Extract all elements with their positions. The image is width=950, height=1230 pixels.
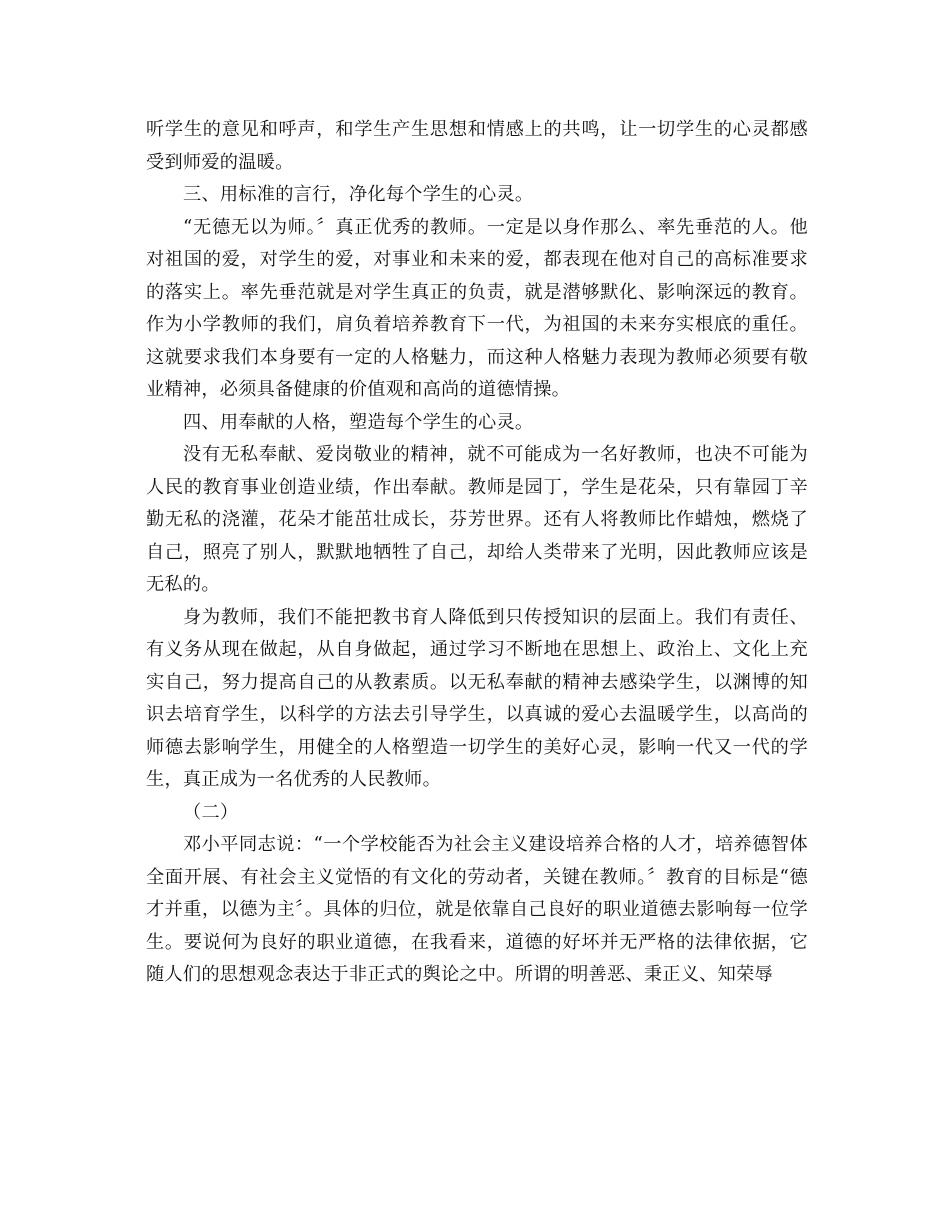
- paragraph: 邓小平同志说：“一个学校能否为社会主义建设培养合格的人才，培养德智体全面开展、有社会主义觉悟的有文化的劳动者，关键在教师。〞教育的目标是“德才并重，以德为主〞。具体的归位，就是依靠自己良好的职业道德去影响每一位学生。要说何为良好的职业道德，在我看来，道德的好坏并无严格的法律依据，它随人们的思想观念表达于非正式的舆论之中。所谓的明善恶、秉正义、知荣辱: [146, 834, 808, 985]
- section-heading-three: 三、用标准的言行，净化每个学生的心灵。: [183, 184, 534, 205]
- part-marker: （二）: [183, 801, 239, 823]
- paragraph-continuation: 听学生的意见和呼声，和学生产生思想和情感上的共鸣，让一切学生的心灵都感受到师爱的温暖。: [146, 119, 808, 173]
- paragraph: 没有无私奉献、爱岗敬业的精神，就不可能成为一名好教师，也决不可能为人民的教育事业创造业绩，作出奉献。教师是园丁，学生是花朵，只有靠园丁辛勤无私的浇灌，花朵才能茁壮成长，芬芳世界。还有人将教师比作蜡烛，燃烧了自己，照亮了别人，默默地牺牲了自己，却给人类带来了光明，因此教师应该是无私的。: [146, 444, 808, 595]
- paragraph: 身为教师，我们不能把教书育人降低到只传授知识的层面上。我们有责任、有义务从现在做起，从自身做起，通过学习不断地在思想上、政治上、文化上充实自己，努力提高自己的从教素质。以无私奉献的精神去感染学生，以渊博的知识去培育学生，以科学的方法去引导学生，以真诚的爱心去温暖学生，以高尚的师德去影响学生，用健全的人格塑造一切学生的美好心灵，影响一代又一代的学生，真正成为一名优秀的人民教师。: [146, 606, 808, 790]
- paragraph: “无德无以为师。〞真正优秀的教师。一定是以身作那么、率先垂范的人。他对祖国的爱，对学生的爱，对事业和未来的爱，都表现在他对自己的高标准要求的落实上。率先垂范就是对学生真正的负责，就是潜够默化、影响深远的教育。作为小学教师的我们，肩负着培养教育下一代，为祖国的未来夯实根底的重任。这就要求我们本身要有一定的人格魅力，而这种人格魅力表现为教师必须要有敬业精神，必须具备健康的价值观和高尚的道德情操。: [146, 216, 808, 400]
- document-page: [146, 114, 808, 992]
- section-heading-four: 四、用奉献的人格，塑造每个学生的心灵。: [183, 411, 534, 433]
